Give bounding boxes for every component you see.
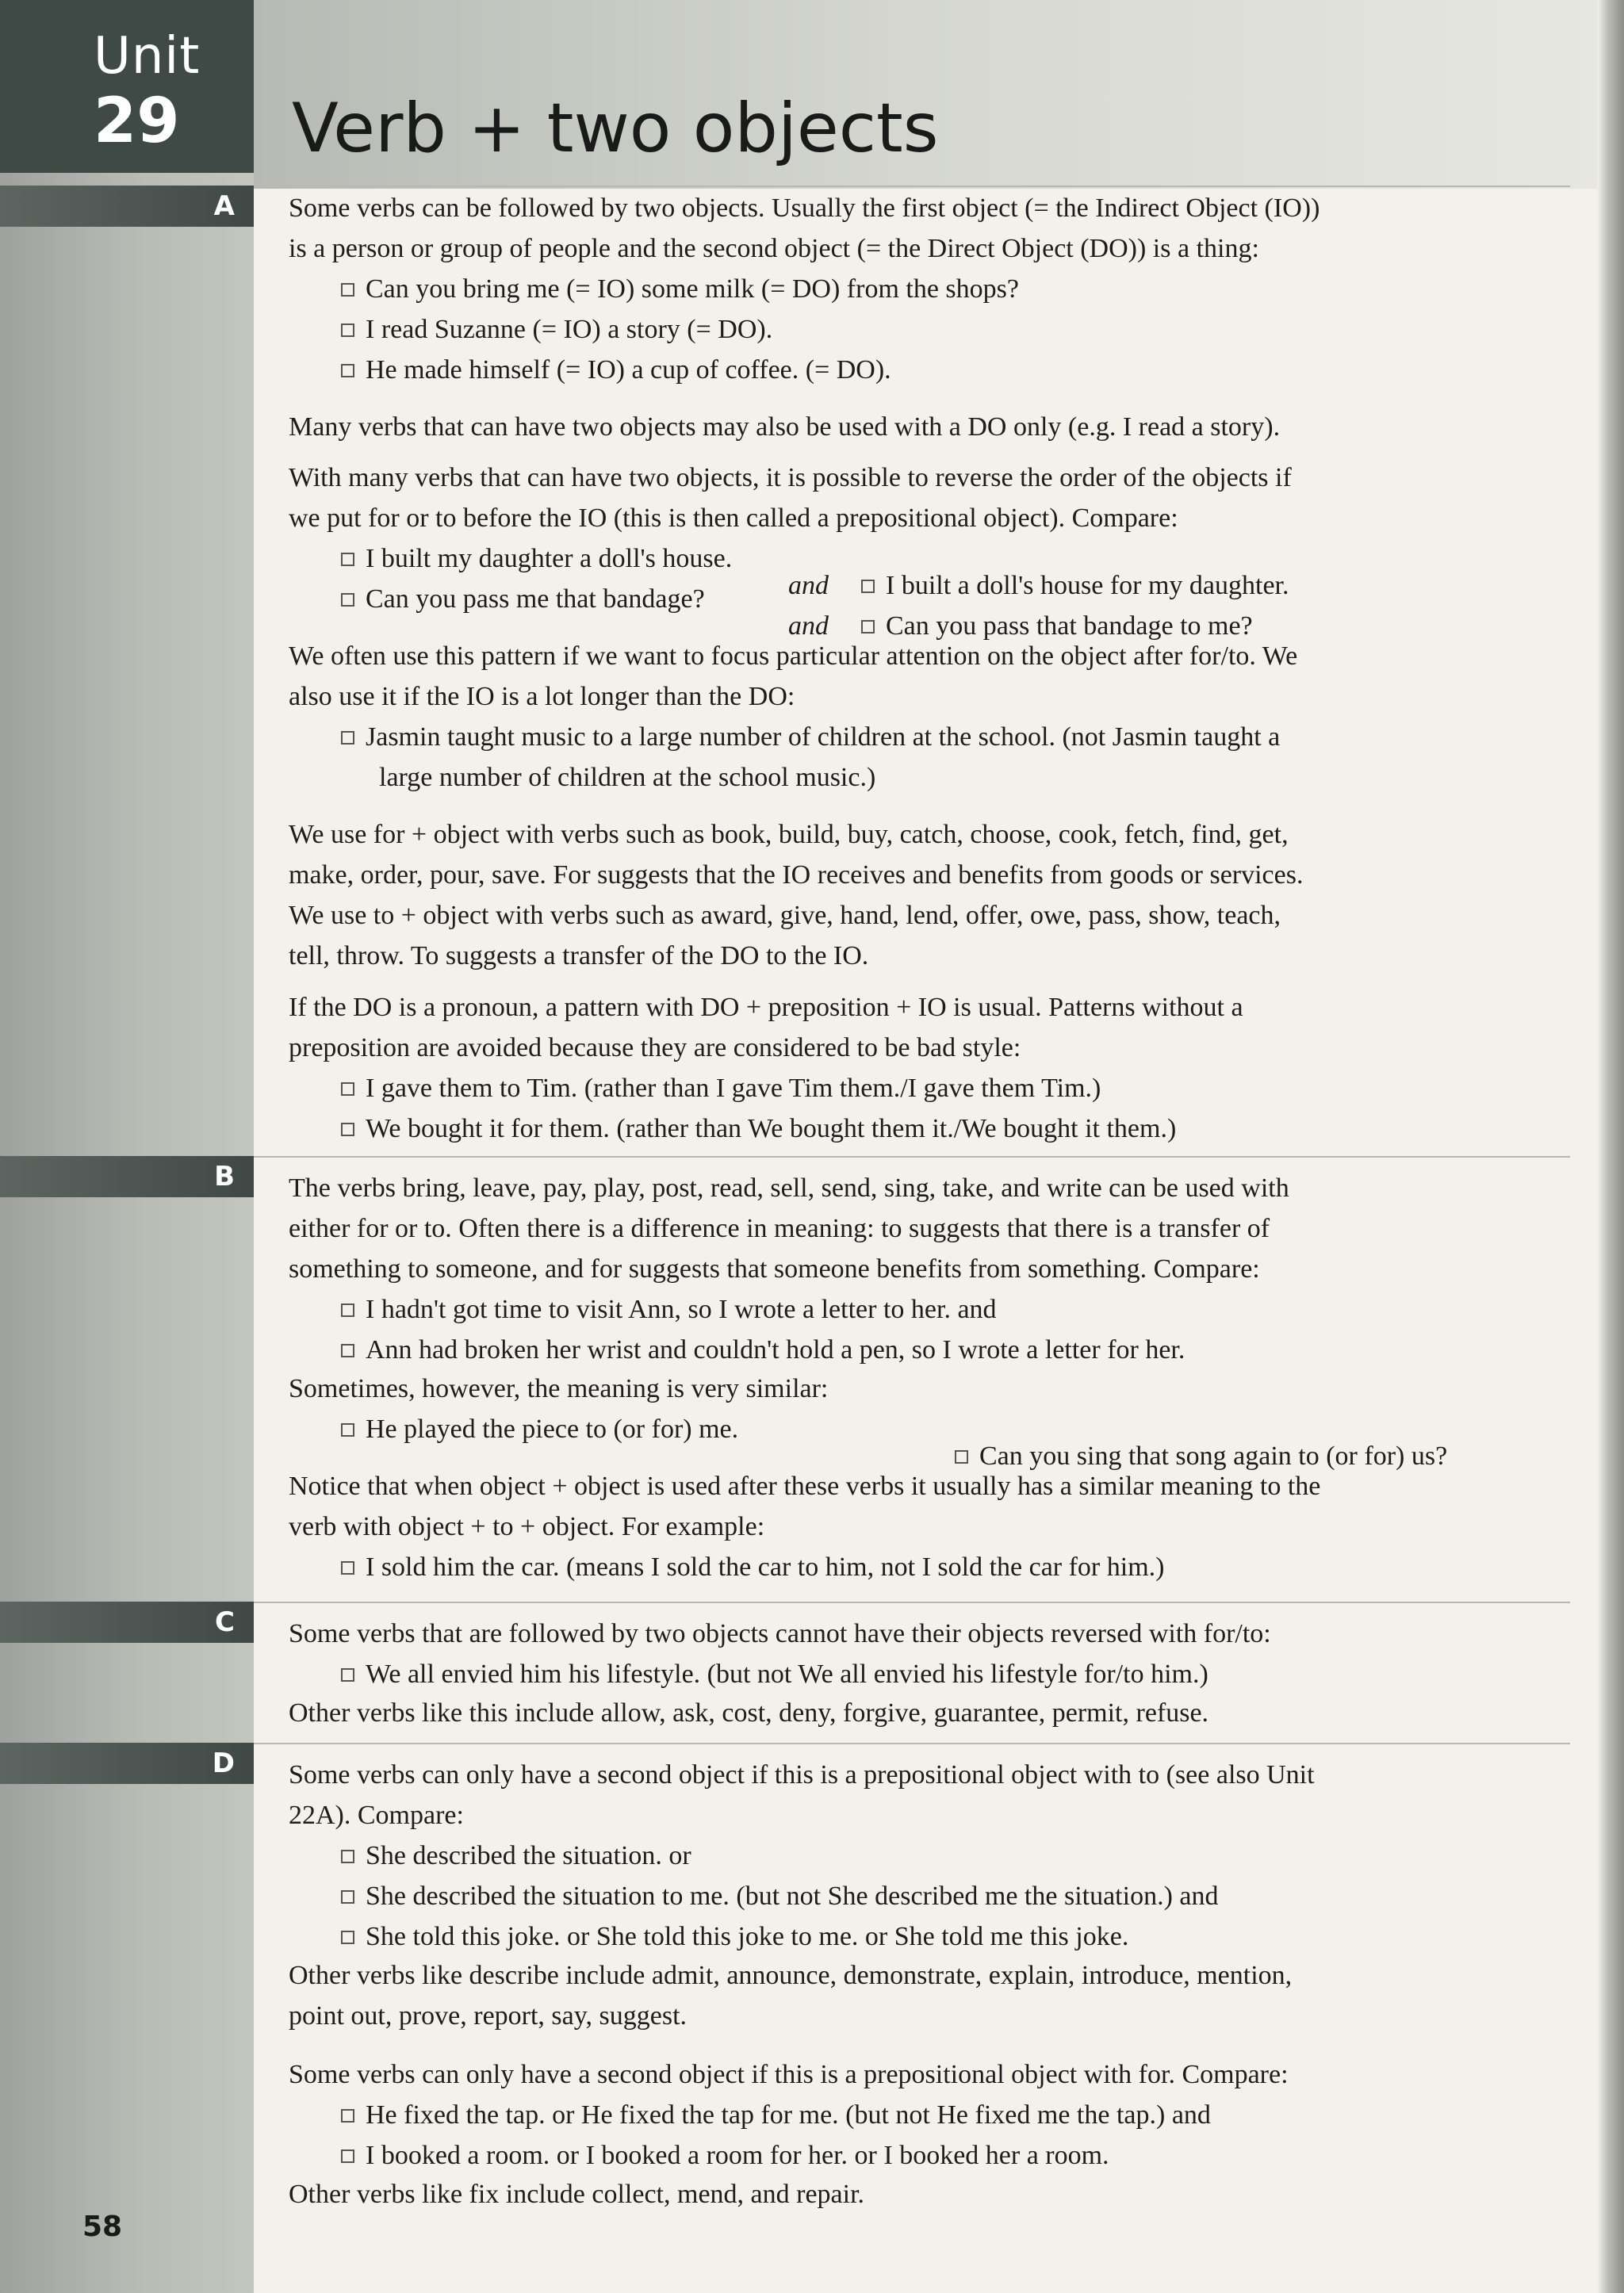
text-line: With many verbs that can have two objects, it is possible to reverse the order of the objects if [289,463,1292,492]
checkbox-square-icon [341,1082,354,1096]
example-text: He played the piece to (or for) me. [366,1414,739,1444]
text-line: We use for + object with verbs such as book, build, buy, catch, choose, cook, fetch, find, get, [289,820,1289,849]
text-line: 22A). Compare: [289,1801,464,1830]
example-item [341,310,1578,350]
checkbox-square-icon [341,1668,354,1682]
text-line: either for or to. Often there is a difference in meaning: to suggests that there is a transfer of [289,1214,1270,1243]
checkbox-square-icon [341,1303,354,1317]
conjunction-and: and [788,611,829,641]
text-line: Other verbs like fix include collect, mend, and repair. [289,2180,865,2209]
section-letter-d: D [212,1748,235,1779]
checkbox-square-icon [341,2149,354,2163]
checkbox-square-icon [341,1561,354,1575]
section-divider-c [254,1602,1570,1603]
example-item [341,1330,1578,1370]
checkbox-square-icon [341,1850,354,1863]
example-text: Can you bring me (= IO) some milk (= DO) from the shops? [366,274,1019,304]
text-line: Some verbs can only have a second object if this is a prepositional object with for. Compare: [289,2060,1289,2089]
text-line: tell, throw. To suggests a transfer of the DO to the IO. [289,941,869,970]
checkbox-square-icon [955,1450,968,1464]
text-line: If the DO is a pronoun, a pattern with DO + preposition + IO is usual. Patterns without a [289,993,1243,1022]
checkbox-square-icon [341,323,354,337]
checkbox-square-icon [341,2109,354,2123]
checkbox-square-icon [341,1890,354,1904]
example-item [341,2136,1578,2176]
example-text: She described the situation. or [366,1841,691,1870]
example-text: I booked a room. or I booked a room for her. or I booked her a room. [366,2141,1109,2170]
section-tab-b [0,1156,254,1197]
example-text: He made himself (= IO) a cup of coffee. (= DO). [366,355,891,385]
checkbox-square-icon [341,1344,354,1357]
example-item [341,1290,1578,1330]
text-line: Some verbs that are followed by two objects cannot have their objects reversed with for/to: [289,1619,1271,1648]
section-letter-b: B [214,1161,235,1192]
section-divider-b [254,1156,1570,1158]
example-item [341,1069,1578,1108]
example-text: She told this joke. or She told this joke to me. or She told me this joke. [366,1922,1129,1951]
text-line: make, order, pour, save. For suggests that the IO receives and benefits from goods or services. [289,860,1304,890]
section-tab-a [0,186,254,227]
text-line: we put for or to before the IO (this is then called a prepositional object). Compare: [289,503,1178,533]
example-text: I built a doll's house for my daughter. [886,571,1289,600]
page-title: Verb + two objects [292,89,939,168]
example-text: I sold him the car. (means I sold the car to him, not I sold the car for him.) [366,1552,1165,1582]
text-line: something to someone, and for suggests that someone benefits from something. Compare: [289,1254,1260,1284]
example-item [341,1548,1578,1587]
book-spine-shadow [1597,0,1624,2293]
text-line: Other verbs like this include allow, ask, cost, deny, forgive, guarantee, permit, refuse. [289,1698,1209,1728]
text-line: We often use this pattern if we want to focus particular attention on the object after for/to. We [289,641,1298,671]
checkbox-square-icon [341,593,354,607]
example-continuation: large number of children at the school music.) [379,763,876,792]
example-item [341,1836,1578,1876]
checkbox-square-icon [341,283,354,297]
text-line: We use to + object with verbs such as award, give, hand, lend, offer, owe, pass, show, teach, [289,901,1281,930]
example-text: We bought it for them. (rather than We bought them it./We bought it them.) [366,1114,1177,1143]
example-item [341,718,1578,757]
example-text: Can you pass that bandage to me? [886,611,1253,641]
example-item [341,1109,1578,1149]
text-line: Sometimes, however, the meaning is very similar: [289,1374,829,1403]
section-divider-d [254,1743,1570,1744]
text-line: preposition are avoided because they are considered to be bad style: [289,1033,1021,1062]
text-line: point out, prove, report, say, suggest. [289,2001,688,2031]
example-text: I gave them to Tim. (rather than I gave Tim them./I gave them Tim.) [366,1074,1101,1103]
text-line: Many verbs that can have two objects may also be used with a DO only (e.g. I read a story). [289,412,1281,442]
example-text: I hadn't got time to visit Ann, so I wrote a letter to her. and [366,1295,997,1324]
checkbox-square-icon [341,1123,354,1136]
checkbox-square-icon [341,364,354,377]
example-text: Jasmin taught music to a large number of children at the school. (not Jasmin taught a [366,722,1281,752]
section-letter-c: C [215,1606,235,1638]
text-line: Some verbs can only have a second object if this is a prepositional object with to (see also Unit [289,1760,1315,1790]
example-text: Ann had broken her wrist and couldn't hold a pen, so I wrote a letter for her. [366,1335,1185,1365]
text-line: is a person or group of people and the second object (= the Direct Object (DO)) is a thing: [289,234,1259,263]
checkbox-square-icon [341,1423,354,1437]
unit-number: 29 [94,86,180,157]
example-text: Can you sing that song again to (or for) us? [979,1441,1448,1471]
text-line: Some verbs can be followed by two objects. Usually the first object (= the Indirect Object (IO)) [289,193,1320,223]
example-item [341,1917,1578,1957]
text-line: The verbs bring, leave, pay, play, post, read, sell, send, sing, take, and write can be used with [289,1173,1289,1203]
section-letter-a: A [213,190,235,222]
checkbox-square-icon [341,553,354,566]
example-text: She described the situation to me. (but not She described me the situation.) and [366,1881,1219,1911]
page-sidebar [0,0,254,2293]
example-text: He fixed the tap. or He fixed the tap for me. (but not He fixed me the tap.) and [366,2100,1211,2130]
checkbox-square-icon [861,620,875,634]
section-tab-d [0,1743,254,1784]
section-tab-c [0,1602,254,1643]
text-line: also use it if the IO is a lot longer than the DO: [289,682,795,711]
checkbox-square-icon [341,731,354,745]
example-text: We all envied him his lifestyle. (but not We all envied his lifestyle for/to him.) [366,1659,1208,1689]
example-text: Can you pass me that bandage? [366,584,705,614]
unit-word: Unit [94,27,201,86]
page-number: 58 [82,2211,123,2243]
text-line: Notice that when object + object is used after these verbs it usually has a similar meaning to the [289,1472,1321,1501]
example-text: I built my daughter a doll's house. [366,544,733,573]
unit-label-box [0,0,254,173]
example-item [341,270,1578,309]
example-text: I read Suzanne (= IO) a story (= DO). [366,315,773,344]
conjunction-and: and [788,571,829,600]
text-line: Other verbs like describe include admit, announce, demonstrate, explain, introduce, mention, [289,1961,1293,1990]
example-item [341,2096,1578,2135]
section-divider-a [254,186,1570,187]
example-item [341,1877,1578,1916]
checkbox-square-icon [341,1931,354,1944]
example-item [341,1655,1578,1694]
text-line: verb with object + to + object. For example: [289,1512,765,1541]
example-item [341,350,1578,390]
